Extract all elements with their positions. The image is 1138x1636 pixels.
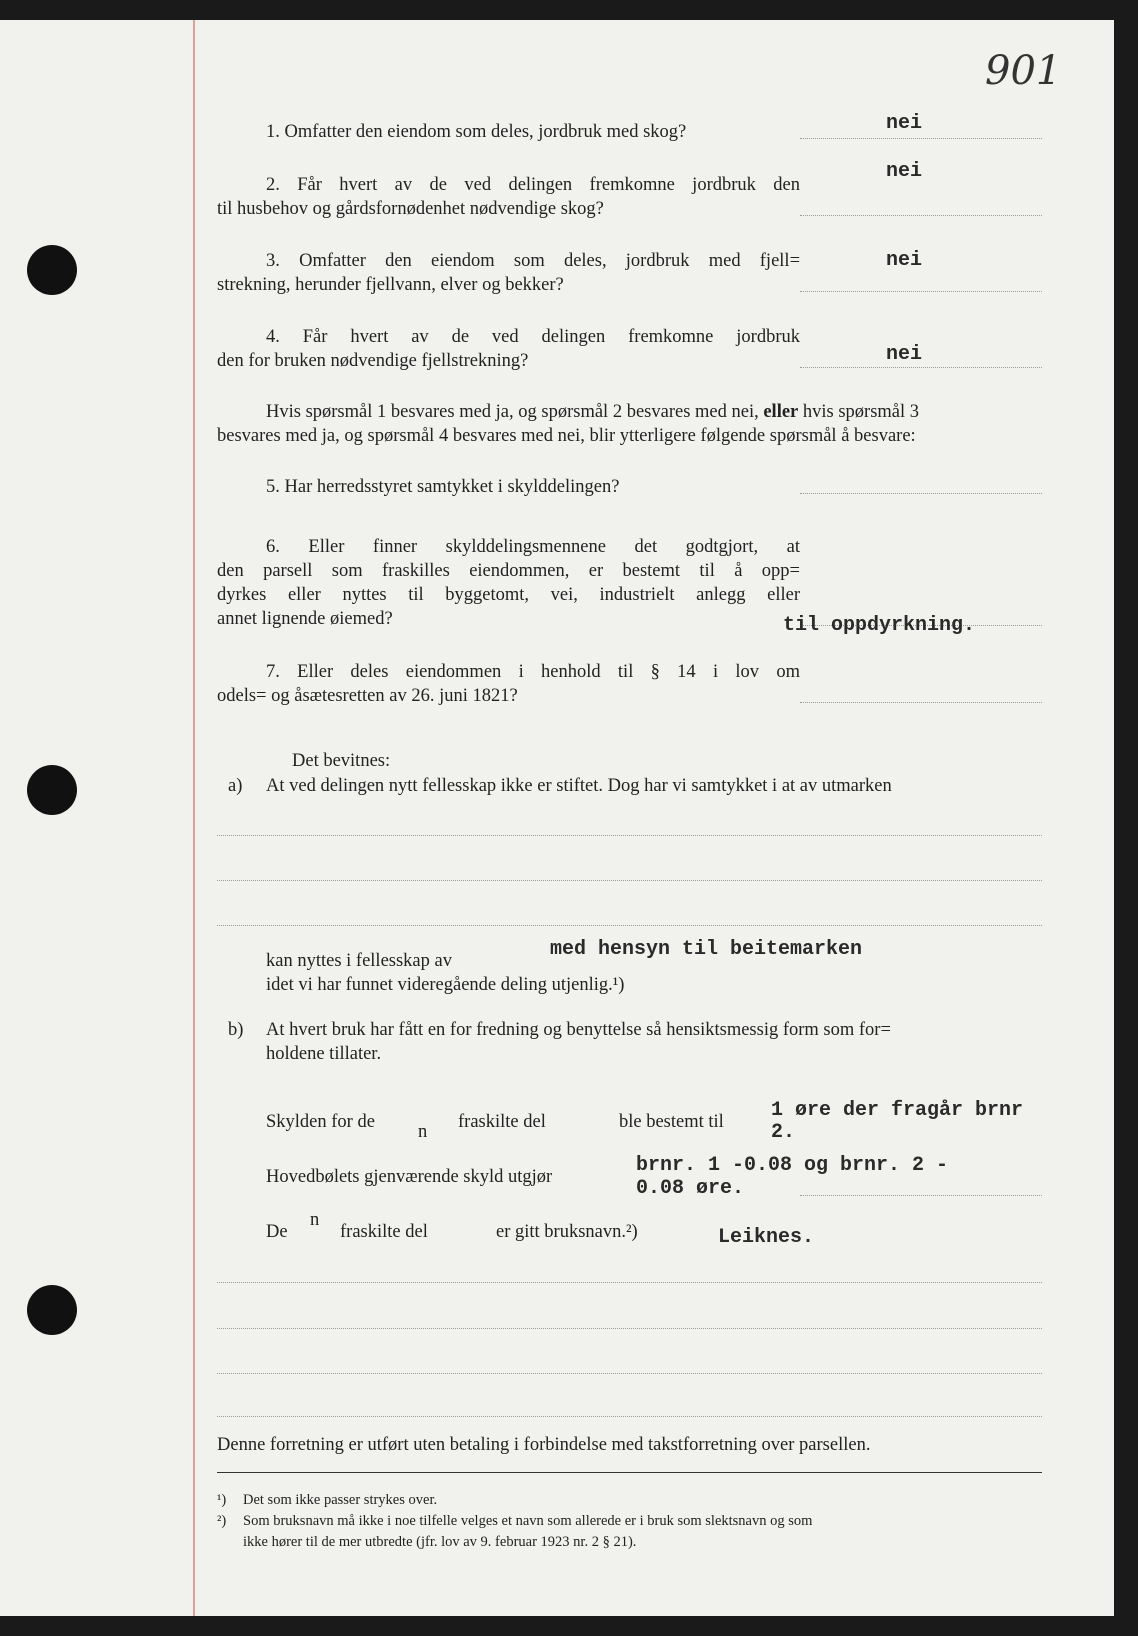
hovedbol-typed-1: brnr. 1 -0.08 og brnr. 2 - — [636, 1154, 949, 1177]
answer-line — [800, 138, 1042, 139]
footnote-2-mark: ²) — [217, 1513, 227, 1529]
hovedbol-label: Hovedbølets gjenværende skyld utgjør — [266, 1167, 553, 1187]
item-b-line2: holdene tillater. — [266, 1044, 382, 1064]
question-4-line1: 4. Får hvert av de ved delingen fremkomne jordbruk — [266, 327, 800, 347]
instruction-line1: Hvis spørsmål 1 besvares med ja, og spørsmål 2 besvares med nei, eller hvis spørsmål 3 — [266, 402, 920, 422]
blank-line — [217, 1416, 1042, 1417]
hovedbol-typed-2: 0.08 øre. — [636, 1177, 745, 1200]
question-6-line1: 6. Eller finner skylddelingsmennene det godtgjort, at — [266, 537, 800, 557]
footnote-2-text: Som bruksnavn må ikke i noe tilfelle velges et navn som allerede er i bruk som slektsnavn og som — [243, 1513, 813, 1529]
footnote-1-text: Det som ikke passer strykes over. — [243, 1492, 438, 1508]
question-3-line2: strekning, herunder fjellvann, elver og bekker? — [217, 275, 564, 295]
question-7-line2: odels= og åsætesretten av 26. juni 1821? — [217, 686, 518, 706]
question-5: 5. Har herredsstyret samtykket i skylddelingen? — [266, 477, 620, 497]
question-6-line3: dyrkes eller nyttes til byggetomt, vei, industrielt anlegg eller — [217, 585, 800, 605]
question-2-line2: til husbehov og gårdsfornødenhet nødvendige skog? — [217, 199, 604, 219]
skyld-n: n — [418, 1122, 428, 1142]
instruction-line2: besvares med ja, og spørsmål 4 besvares med nei, blir ytterligere følgende spørsmål å besvare: — [217, 426, 916, 446]
question-2-line1: 2. Får hvert av de ved delingen fremkomne jordbruk den — [266, 175, 800, 195]
item-a-label: a) — [228, 776, 243, 796]
punch-hole — [27, 765, 77, 815]
bruksnavn-typed: Leiknes. — [718, 1226, 815, 1249]
blank-line — [217, 1373, 1042, 1374]
answer-1: nei — [886, 112, 923, 135]
blank-line — [217, 880, 1042, 881]
answer-6: til oppdyrkning. — [783, 614, 976, 637]
answer-line — [800, 1195, 1042, 1196]
closing-statement: Denne forretning er utført uten betaling i forbindelse med takstforretning over parsellen. — [217, 1435, 871, 1455]
question-7-line1: 7. Eller deles eiendommen i henhold til § 14 i lov om — [266, 662, 800, 682]
footnote-1-mark: ¹) — [217, 1492, 227, 1508]
bevitnes-heading: Det bevitnes: — [292, 751, 391, 771]
skyld-typed-1: 1 øre der fragår brnr — [771, 1099, 1024, 1122]
answer-3: nei — [886, 249, 923, 272]
footnote-2-text-cont: ikke hører til de mer utbredte (jfr. lov av 9. februar 1923 nr. 2 § 21). — [243, 1534, 637, 1550]
answer-line — [800, 702, 1042, 703]
answer-4: nei — [886, 343, 923, 366]
document-page — [0, 20, 1114, 1616]
answer-2: nei — [886, 160, 923, 183]
skyld-label: Skylden for de — [266, 1112, 375, 1132]
item-b-line1: At hvert bruk har fått en for fredning og benyttelse så hensiktsmessig form som for= — [266, 1020, 891, 1040]
idet-line: idet vi har funnet videregående deling utjenlig.¹) — [266, 975, 625, 995]
answer-line — [800, 215, 1042, 216]
question-1: 1. Omfatter den eiendom som deles, jordbruk med skog? — [266, 122, 687, 142]
kan-nyttes-typed: med hensyn til beitemarken — [550, 938, 863, 961]
item-a-text: At ved delingen nytt fellesskap ikke er stiftet. Dog har vi samtykket i at av utmarken — [266, 776, 892, 796]
page-number: 901 — [985, 48, 1062, 94]
blank-line — [217, 1328, 1042, 1329]
margin-line — [193, 20, 195, 1616]
question-6-line4: annet lignende øiemed? — [217, 609, 393, 629]
answer-line — [800, 367, 1042, 368]
item-b-label: b) — [228, 1020, 244, 1040]
question-4-line2: den for bruken nødvendige fjellstrekning? — [217, 351, 529, 371]
bruksnavn-n: n — [310, 1210, 320, 1230]
punch-hole — [27, 245, 77, 295]
answer-line — [800, 493, 1042, 494]
skyld-typed-2: 2. — [771, 1121, 796, 1144]
skyld-fraskilte: fraskilte del — [458, 1112, 546, 1132]
skyld-bestemt: ble bestemt til — [619, 1112, 724, 1132]
bruksnavn-de: De — [266, 1222, 288, 1242]
punch-hole — [27, 1285, 77, 1335]
blank-line — [217, 835, 1042, 836]
footnote-rule — [217, 1472, 1042, 1473]
bruksnavn-label: er gitt bruksnavn.²) — [496, 1222, 638, 1242]
question-6-line2: den parsell som fraskilles eiendommen, er bestemt til å opp= — [217, 561, 800, 581]
kan-nyttes-label: kan nyttes i fellesskap av — [266, 951, 452, 971]
blank-line — [217, 925, 1042, 926]
bruksnavn-fraskilte: fraskilte del — [340, 1222, 428, 1242]
answer-line — [800, 291, 1042, 292]
blank-line — [217, 1282, 1042, 1283]
question-3-line1: 3. Omfatter den eiendom som deles, jordbruk med fjell= — [266, 251, 800, 271]
